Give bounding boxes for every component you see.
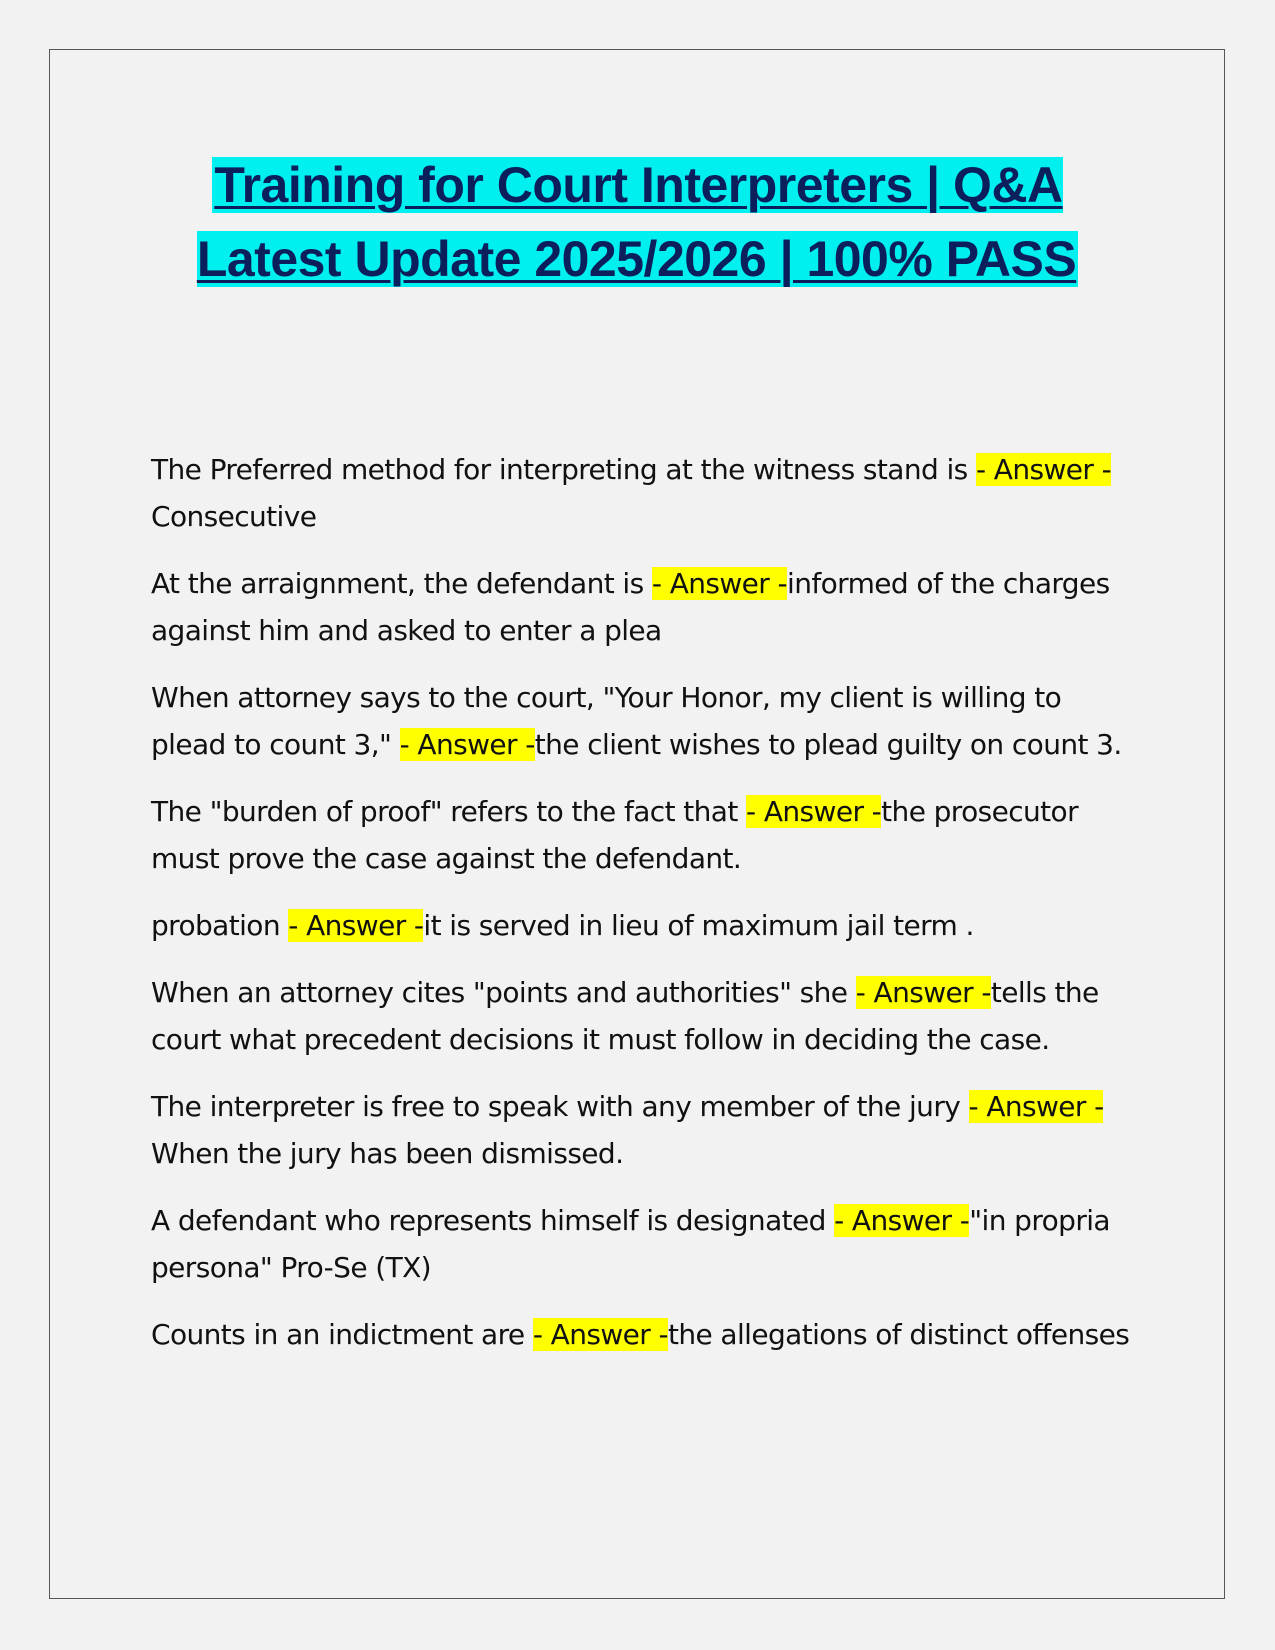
qa-item [151, 560, 1141, 654]
answer-marker: - Answer - [399, 728, 535, 761]
qa-answer: When the jury has been dismissed. [151, 1137, 624, 1170]
qa-question: When an attorney cites "points and authorities" she [151, 976, 848, 1009]
answer-marker: - Answer - [968, 1090, 1103, 1123]
document-title-text: Training for Court Interpreters | Q&A Latest Update 2025/2026 | 100% PASS [196, 157, 1077, 287]
qa-question: A defendant who represents himself is designated [151, 1204, 826, 1237]
qa-item [151, 1311, 1141, 1358]
qa-item [151, 1197, 1141, 1291]
qa-answer: the client wishes to plead guilty on count 3. [534, 728, 1122, 761]
document-title [150, 148, 1125, 296]
qa-list [151, 446, 1141, 1378]
qa-answer: informed of the charges against him and asked to enter a plea [151, 567, 1110, 647]
qa-question: The Preferred method for interpreting at the witness stand is [151, 453, 968, 486]
qa-answer: tells the court what precedent decisions it must follow in deciding the case. [151, 976, 1099, 1056]
qa-answer: it is served in lieu of maximum jail term . [423, 909, 974, 942]
qa-question: The "burden of proof" refers to the fact that [151, 795, 738, 828]
title-block [150, 148, 1125, 296]
qa-question: probation [151, 909, 280, 942]
qa-item [151, 902, 1141, 949]
answer-marker: - Answer - [855, 976, 991, 1009]
qa-item [151, 674, 1141, 768]
answer-marker: - Answer - [975, 453, 1112, 486]
answer-marker: - Answer - [532, 1318, 668, 1351]
qa-item [151, 446, 1141, 540]
answer-marker: - Answer - [834, 1204, 970, 1237]
qa-question: At the arraignment, the defendant is [151, 567, 644, 600]
answer-marker: - Answer - [288, 909, 424, 942]
qa-question: When attorney says to the court, "Your Honor, my client is willing to plead to count 3," [151, 681, 1062, 761]
qa-item [151, 788, 1141, 882]
answer-marker: - Answer - [746, 795, 882, 828]
qa-item [151, 1083, 1141, 1177]
qa-question: Counts in an indictment are [151, 1318, 525, 1351]
answer-marker: - Answer - [651, 567, 788, 600]
qa-item [151, 969, 1141, 1063]
qa-answer: Consecutive [151, 500, 317, 533]
qa-answer: the allegations of distinct offenses [667, 1318, 1130, 1351]
qa-answer: the prosecutor must prove the case against the defendant. [151, 795, 1079, 875]
qa-answer: "in propria persona" Pro-Se (TX) [151, 1204, 1110, 1284]
qa-question: The interpreter is free to speak with any member of the jury [151, 1090, 961, 1123]
